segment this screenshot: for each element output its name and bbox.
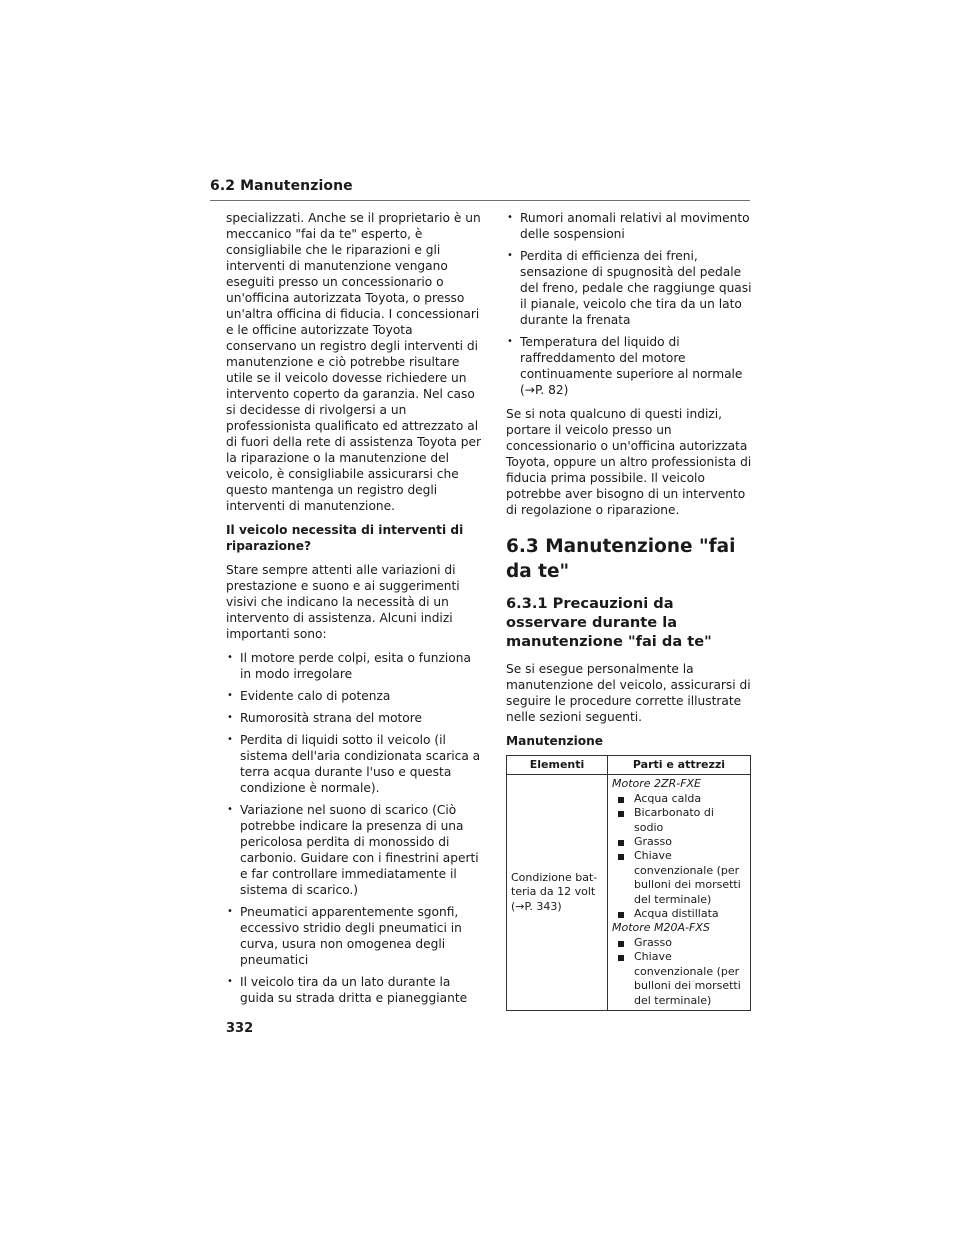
table-header-row: [507, 756, 751, 775]
part-item: Bicarbonato di sodio: [612, 806, 746, 835]
list-item: • Variazione nel suono di scarico (Ciò potrebbe indicare la presenza di una pericolosa perdita di monossido di carbonio. Guidare con i finestrini aperti e far controllare immediatamente il sistema di scarico.): [226, 802, 484, 898]
part-item: Acqua distillata: [612, 907, 746, 921]
engine-label: Motore M20A-FXS: [612, 921, 710, 935]
list-item: • Il veicolo tira da un lato durante la guida su strada dritta e pianeggiante: [226, 974, 484, 1006]
question-heading: Il veicolo necessita di interventi di riparazione?: [226, 523, 464, 553]
left-column: [226, 210, 484, 1014]
subsection-paragraph: Se si esegue personalmente la manutenzione del veicolo, assicurarsi di seguire le procedure corrette illustrate nelle sezioni seguenti.: [506, 662, 751, 724]
header-divider: [210, 200, 750, 201]
symptom-list: [226, 650, 484, 1006]
section-title: 6.2 Manutenzione: [210, 178, 353, 194]
engine-label: Motore 2ZR-FXE: [612, 777, 702, 791]
list-item: • Perdita di liquidi sotto il veicolo (il sistema dell'aria condizionata scarica a terra acqua durante l'uso e questa condizione è normale).: [226, 732, 484, 796]
subsection-heading: 6.3.1 Precauzioni da osservare durante la manutenzione "fai da te": [506, 595, 712, 650]
part-item: Acqua calda: [612, 792, 746, 806]
closing-paragraph: Se si nota qualcuno di questi indizi, portare il veicolo presso un concessionario o un'officina autorizzata Toyota, oppure un altro professionista di fiducia prima possibile. Il veicolo potrebbe aver bisogno di un intervento di regolazione o riparazione.: [506, 407, 752, 517]
part-item: Chiave convenzionale (per bulloni dei morsetti del terminale): [612, 849, 746, 907]
maintenance-table: [506, 755, 751, 1011]
list-item: • Il motore perde colpi, esita o funziona in modo irregolare: [226, 650, 484, 682]
section-heading: 6.3 Manutenzione "fai da te": [506, 536, 736, 582]
section-header: [210, 178, 750, 194]
part-item: Grasso: [612, 835, 746, 849]
right-column: [506, 210, 752, 1011]
symptom-list-continued: [506, 210, 752, 398]
intro-paragraph: specializzati. Anche se il proprietario è un meccanico "fai da te" esperto, è consigliabile che le riparazioni e gli interventi di manutenzione vengano eseguiti presso un concessionario o un'officina autorizzata Toyota, o presso un'altra officina di fiducia. I concessionari e le officine autorizzate Toyota conservano un registro degli interventi di manutenzione e ciò potrebbe risultare utile se il veicolo dovesse richiedere un intervento coperto da garanzia. Nel caso si decidesse di rivolgersi a un professionista qualificato ed attrezzato al di fuori della rete di assistenza Toyota per la riparazione o la manutenzione del veicolo, è consigliabile assicurarsi che questo mantenga un registro degli interventi di manutenzione.: [226, 211, 481, 513]
table-heading: Manutenzione: [506, 734, 604, 748]
list-item: • Temperatura del liquido di raffreddamento del motore continuamente superiore al normale (→P. 82): [506, 334, 752, 398]
table-row: [507, 775, 751, 1011]
column-header: Elementi: [507, 756, 608, 775]
question-paragraph: Stare sempre attenti alle variazioni di prestazione e suono e ai suggerimenti visivi che indicano la necessità di un intervento di assistenza. Alcuni indizi importanti sono:: [226, 563, 460, 641]
part-item: Grasso: [612, 936, 746, 950]
column-header: Parti e attrezzi: [608, 756, 751, 775]
list-item: • Rumori anomali relativi al movimento delle sospensioni: [506, 210, 752, 242]
list-item: • Rumorosità strana del motore: [226, 710, 484, 726]
list-item: • Perdita di efficienza dei freni, sensazione di spugnosità del pedale del freno, pedale che raggiunge quasi il pianale, veicolo che tira da un lato durante la frenata: [506, 248, 752, 328]
list-item: • Pneumatici apparentemente sgonfi, eccessivo stridio degli pneumatici in curva, usura non omogenea degli pneumatici: [226, 904, 484, 968]
list-item: • Evidente calo di potenza: [226, 688, 484, 704]
page-number: 332: [226, 1021, 254, 1036]
table-cell-parts: [608, 775, 751, 1011]
table-cell-item: Condizione bat-teria da 12 volt (→P. 343): [507, 775, 608, 1011]
part-item: Chiave convenzionale (per bulloni dei morsetti del terminale): [612, 950, 746, 1008]
